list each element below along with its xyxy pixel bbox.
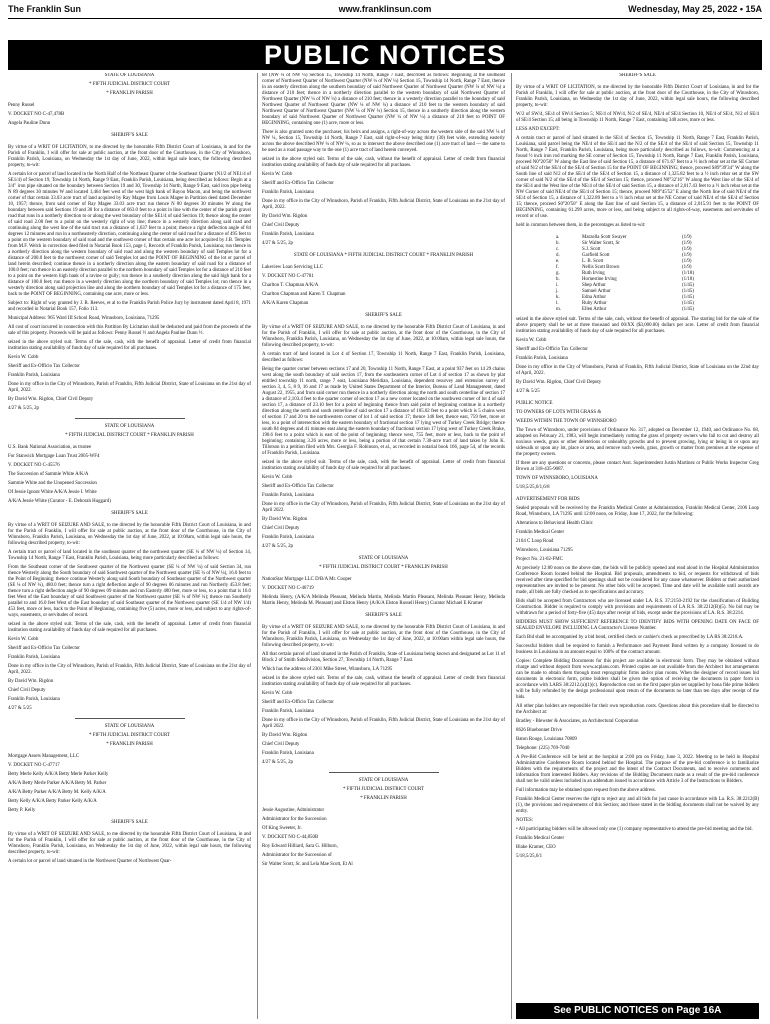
public-notices-banner: PUBLIC NOTICES [8,40,762,70]
notice-text: seized in the above styled suit. Terms of the sale, cash, without the benefit of appraisal. Letter of credit from financial institution stating availability of funds day of sale required for all purchases. [262,157,505,168]
notice-text: Of King Sweeter, Jr. [262,826,302,831]
column-divider [511,73,512,1019]
notice-text: seized in the above styled suit. Terms of the sale, cash, without the benefit of appraisal. Letter of credit from financial institution stating availability of funds day of sale required for all purchases. [262,676,505,687]
column-3-top [516,73,759,229]
notice-text: A certain lot or parcel of land located in the North Half of the Northeast Quarter of the Southeast Quarter (N1/2 of NE1/4 of SE1/4) of Section 19, Township 14 North, Range 9 East, Franklin Parish, Louisiana, being described as follows: Begin at a 3/4" iron pipe situated on the boundary between Section 19 and 30, Township 14 North, Range 9 East, said iron pipe being N 89 degrees 30 minutes W and located 1,464 feet west of the west high bank of Bayou Macon, and being the northwest corner of that certain 33.03 acre tract of land acquired by Ray Magee from Louis Magee in Partition deed dated December 10, 1957; thence, from said corner of Ray Magee 33.03 acre tract run thence N 00 degrees 30 minutes W along the boundary between said Sections 19 and 30 for a distance of 663.0 feet to a point in line with the center of the parish gravel road that runs in a northerly direction to or along the west boundary of the SE1/4 of said Section 19; thence along the center of said road 2.00 feet to a point on the westerly right of way line; thence in a westerly direction along said road and continuing along the west line of the said tract run a distance of 1,637 feet to a point; thence a right deflection angle of 84 degrees 12 minutes and run in a northeasterly direction, continuing along the center of said road for a distance of 495 feet to a point on the western boundary of said road and the southwest corner of that certain one acre lot acquired by J.B. Temples from M.F. Welch in correction deed filed in Notarial Book 153, page 1, Records of Franklin Parish, Louisiana; run thence in a northerly direction along the western boundary of said road and along the western boundary of said Temples lot for a distance of 200.0 feet to the northwest corner of said Temples lot and the POINT OF BEGINNING of the lot or parcel of land herein described; continue thence in a northerly direction along the eastern boundary of said road for a distance of 100.0 feet; run thence in an easterly direction parallel to the northern boundary of said Temples lot for a distance of 210 feet to a point on the western high bank of a ravine or gully; run thence in a southerly direction along the said high bank for a distance of 100.0 feet; run thence in a westerly direction along the northern boundary of said Temples lot; run thence in a westerly direction along said projection line and along the northern boundary of said Temples lot for a distance of 175 feet, back to the POINT OF BEGINNING, containing one acre, more or less. [8,172,251,297]
notice-block [262,253,505,259]
notice-text: Bids shall be accepted from Contractors who are licensed under LA. R.S. 37:2150-2192 for the classification of Building Construction. Bidder is required to comply with provisions and requirements of LA R.S. 38:2212(B)(5). No bid may be withdrawn for a period of forty-five (45) days after receipt of bids, except under the provisions of LA. R.S. 38:2214. [516,599,759,616]
heir-name: S.J. Scott [582,247,601,252]
notice-block [8,103,251,127]
notice-text: Mortgage Assets Management, LLC [8,754,80,759]
notice-text: Done in my office in the City of Winnsboro, Parish of Franklin, Fifth Judicial District, State of Louisiana on the 22nd day of April, 2022. [516,365,759,376]
notice-text: By David Wm. Rigdon [262,214,308,219]
notice-block [8,754,251,814]
notice-block [8,424,251,439]
notice-text: Kevin W. Cobb [262,691,293,696]
notice-text: * FRANKLIN PARISH [106,91,153,96]
notice-text: TOWN OF WINNSBORO, LOUISIANA [516,476,598,481]
notice-text: Done in my office in the City of Winnsboro, Parish of Franklin, Fifth Judicial District, State of Louisiana on the 21st day of April, 2022. [262,199,505,210]
notice-text: A certain tract or parcel of land located in the southeast quarter of the northwest quarter (SE ¼ of NW ¼) of Section 14, Township 14 North, Range 7 East, Franklin Parish, Louisiana, being more particularly described as follows: [8,550,251,561]
heir-name: Shep Arthur [582,283,606,288]
notice-text: V. DOCKET NO C-47781 [262,274,314,279]
notice-text: All that certain parcel of land situated in the Parish of Franklin, State of Louisiana being known and designated as Lot 11 of Block 2 of Smith Subdivision, Section 27, Township 14 North, Range 7 East. [262,652,505,663]
heir-share: (1/9) [682,247,692,252]
notice-text: * FIFTH JUDICIAL DISTRICT COURT [89,733,170,738]
notice-text: Alterations to Behavioral Health Clinic [516,521,593,526]
notice-text: Kevin W. Cobb [516,338,547,343]
notice-text: Subject to: Right of way granted by J. R. Reeves, et al to the Franklin Parish Police Jury by instrument dated April 8, 1971 and recorded in Notarial Book 157, Folio 113. [8,301,251,312]
heir-name: Sir Walter Scott, Sr [582,241,620,246]
notice-text: 4/27 & 5/25, 2p [262,544,293,549]
notice-text: Sheriff and Ex-Officio Tax Collector [8,646,80,651]
newspaper-name: The Franklin Sun [8,4,82,14]
notice-text: SHERIFF'S SALE [111,511,148,516]
notice-text: There is also granted unto the purchaser, his heirs and assigns, a right-of-way across the western side of the said NW ¼ of NW ¼, Section 15, Township 14 North, Range 7 East, said right-of-way being thirty (30) feet wide, extending easterly across the above described NW ¼ of NW ¼, so as to intersect the above described one (1) acre tract of land — the same to be used as a road passage way to the one (1) acre tract of land herein conveyed. [262,130,505,153]
heir-share: (1/9) [682,241,692,246]
notice-text: Sealed proposals will be received by the Franklin Medical Center at Administration, Franklin Medical Center, 2106 Loop Road, Winnsboro, LA 71295 until 12:00 noon, on Friday, June 17, 2022, for the following: [516,506,759,517]
notice-text: Franklin Parish, Louisiana [8,655,60,660]
heir-share: (1/45) [682,295,694,300]
notice-text: held in common between them, in the percentages as listed to-wit: [516,223,646,228]
column-1 [8,73,251,1019]
notice-text: By David Wm. Rigdon [8,679,54,684]
notice-text: Telephone: (225) 769-7040 [516,746,570,751]
notice-text: W/2 of SW/4, SE/4 of SW/4 Section 5; NE/4 of NW/4, N/2 of SE/4, NE/4 of SE/4 Section 10, NE/4 of SE/4, N/2 of SE/4 of SE/4 Section 15; all being in Township 11 North, Range 7 East, containing 340 acres, more or less. [516,112,759,123]
notice-text: Chief Civil Deputy [262,526,300,531]
heir-letter: j. [556,289,559,294]
notice-text: Sheriff and Ex-Officio Tax Collector [262,181,334,186]
notice-text: STATE OF LOUISIANA * FIFTH JUDICIAL DISTRICT COURT * FRANKLIN PARISH [293,253,474,258]
notice-text: Being the quarter corner between sections 17 and 20, Township 11 North, Range 7 East, at a point 937 feet on 14 29 chains west along the south boundary of said section 17, from the southeastern corner of Lot 4 of section 17 as shown by plat entitled township 11 north, range 7 east, Louisiana Meridian, Louisiana, dependent resurvey and extension survey of section 3, 4, 5, 8 9, 16 and 17 as made by United States Department of the Interior, Bureau of Land Management, dated August 22, 1955, and from said corner run thence in a northerly direction along the north and south centerline of section 17 a distance of 2,103.4 feet to the quarter corner of section 17 as a new corner located on the southwest corner of lot 4 of said section 17, a distance of 23.10 feet for a point of beginning thence from said point of beginning continue in a northerly direction along the north and south centerline of said section 17 a distance of 105.02 feet to a point which is 5 chains west of section 17 and 20 to the northwestern corner of lot 1 of said section 17; thence 146 feet, thence east, 759 feet, more or less, to a point of intersection with the eastern boundary of fractional section 17 lying west of Turkey Creek Bridge; thence south 84 degrees and 41 minutes east along the eastern boundary of fractional section 17 lying west of Turkey Creek Brake, 190.6 feet to a point which is east of the point of beginning; thence west, 755 feet, more or less, back to the point of beginning; containing 3.26 acres, more or less, being a portion of that certain 7.30-acre tract of land taken by John K. Tillotson in a petition filed with Mrs. Georgia F. Robinson, et al., as recorded in notarial book 166, page 54, of the records of Franklin Parish, Louisiana. [262,367,505,456]
notice-divider [75,718,185,719]
heir-share: (1/9) [682,265,692,270]
heir-name: Marzella Scott Swayer [582,235,627,240]
notice-text: SHERIFF'S SALE [365,613,402,618]
notice-text: * FRANKLIN PARISH [106,742,153,747]
notice-text: Betty Kelly A/K/A Betty Parker Kelly A/K/A [8,799,97,804]
notice-text: BIDDERS MUST SHOW SUFFICIENT REFERENCE TO IDENTIFY BIDS WITH OPENING DATE ON FACE OF SEALED ENVELOPE INCLUDING LA Contractor's License Number. [516,620,759,631]
notice-block [262,313,505,319]
notice-text: Administrator for the Succession of [262,853,332,858]
notice-block [262,808,505,868]
notice-divider [329,772,439,773]
heir-name: Garfield Scott [582,253,610,258]
notice-text: If there are any questions or concerns, please contact Asst. Superintendent Justin Martinez or Public Works Inspector Greg Brown at 318-435-9087. [516,461,759,472]
notice-text: STATE OF LOUISIANA [104,424,155,429]
notice-text: Project No. 21-02-FMC [516,557,563,562]
notice-text: ADVERTISEMENT FOR BIDS [516,497,580,502]
notice-text: 5/18,5/25,6/1,6/8 [516,485,550,490]
notice-text: Franklin Parish, Louisiana [262,190,314,195]
notice-text: Administrator for the Succession [262,817,327,822]
notice-text: Roy Edward Hilliard, Sara G. Hilburn, [262,844,338,849]
notice-text: Kevin W. Cobb [262,475,293,480]
notice-text: The Town of Winnsboro, under provisions of Ordinance No. 317, adopted on December 12, 1940, and Ordinance No. 68, adopted on February 21, 1983, will begin immediately cutting the grass of property owners who fail to cut and destroy all noxious weeds, grass or other deleterious or unhealthy growths and to prevent growing, lying or being in or upon any sidewalk or upon any lot, place or area, and remove such weeds, grass, growth or matter from premises at the expense of the property owners. [516,428,759,457]
notice-block [8,73,251,97]
notice-text: Franklin Parish, Louisiana [262,535,314,540]
heir-share: (1/45) [682,301,694,306]
notice-block [516,317,759,395]
notice-text: A certain tract or parcel of land situated in the SE/4 of Section 15, Township 11 North, Range 7 East, Franklin Parish, Louisiana, said parcel being the NE/4 of the SE/4 and the N/2 of the SE/4 of the SE/4 of said Section 15, Township 11 North, Range 7 East, Franklin Parish, Louisiana, being more particularly described as follows, to-wit: Commencing at a found ½ inch iron rod marking the SE corner of Section 15, Township 11 North, Range 7 East, Franklin Parish, Louisiana, proceed N0°20'50" W along the East line of said Section 15, a distance of 671.67 feet to a ½ inch rebar set at the SE Corner of said N/2 of the SE/4 of the SE/4 of Section 15 for the POINT OF BEGINNING; thence, proceed S89°39'34" W along the South line of said N/2 of the SE/4 of the SE/4 of Section 15, a distance of 1,325.82 feet to a ½ inch rebar set at the SW corner of said N/2 of the SE/4 of the SE/4 of Section 15; thence, proceed N0°32'16" W along the West line of the SE/4 of the SE/4 and the West line of the NE/4 of the SE/4 of said Section 15, a distance of 2,017.43 feet to a ½ inch rebar set at the NW Corner of said NE/4 of the SE/4 of Section 15; thence, proceed N89°45'52" E along the North line of said NE/4 of the SE/4 of Section 15, a distance of 1,322.89 feet to a ½ inch rebar set at the NE Corner of said NE/4 of the SE/4 of Section 15; thence, proceed S0°20'50" E along the East line of said Section 15, a distance of 2,015.91 feet to the POINT OF BEGINNING, containing 61.299 acres, more or less, and being subject to all rights-of-way, easements and servitudes of record or of use. [516,136,759,219]
notice-text: V. DOCKET NO C-47717 [8,763,60,768]
notice-text: seized in the above styled suit. Terms of the sale, cash, with the benefit of appraisal. Letter of credit from financial institution stating availability of funds day of sale required for all purchases. [262,460,505,471]
notice-block [8,145,251,412]
notice-text: Chief Civil Deputy [262,223,300,228]
column-3-bottom [516,317,759,860]
page-header [0,0,770,34]
heir-name: Edna Arthur [582,295,607,300]
heir-letter: b. [556,241,560,246]
notice-divider [75,418,185,419]
heir-share: (1/45) [682,307,694,312]
heir-letter: f. [556,265,559,270]
date-page-number: Wednesday, May 25, 2022 • 15A [628,4,762,14]
notice-text: For Stanwich Mortgage Loan Trust 2005-WF4 [8,454,100,459]
notice-text: Winnsboro, Louisiana 71295 [516,548,573,553]
notice-text: Done in my office in the City of Winnsboro, Parish of Franklin, Fifth Judicial District, State of Louisiana on the 21st day of April, 2022. [8,382,251,393]
notice-text: Franklin Medical Center reserves the right to reject any and all bids for just cause in accordance with La. R.S. 38:2212(B)(1), the provisions and requirements of this Section; and those stated in the bidding documents shall not be waived by any entity. [516,797,759,814]
notice-text: Franklin Parish, Louisiana [262,493,314,498]
notice-text: STATE OF LOUISIANA [104,724,155,729]
notice-text: STATE OF LOUISIANA [358,778,409,783]
notice-text: SHERIFF'S SALE [111,820,148,825]
notice-text: All other plan holders are responsible for their own reproduction costs. Questions about this procedure shall be directed to the Architect at: [516,704,759,715]
notice-text: 4/27 & 5/25 [8,706,32,711]
notice-text: STATE OF LOUISIANA [358,556,409,561]
notice-text: A/K/A Karen Chapman [262,301,309,306]
notice-text: By virtue of a WRIT OF LICITATION, to me directed by the honorable Fifth District Court of Louisiana, in and for the Parish of Franklin, I will offer for sale at public auction, at the front door of the Courthouse, in the City of Winnsboro, Franklin Parish, Louisiana, on Wednesday the 1st day of June, 2022, within legal sale hours, the following described property, to-wit: [516,85,759,108]
notice-text: SHERIFF'S SALE [619,73,656,78]
notice-block [516,401,759,491]
notice-block [262,778,505,802]
notice-block [262,325,505,550]
notice-block [516,85,759,229]
notice-text: PUBLIC NOTICE [516,401,553,406]
notice-text: NOTES: [516,818,534,823]
heir-share: (1/18) [682,277,694,282]
notice-text: 4/27 & 5/25, 2p [8,406,39,411]
notice-text: A/K/A Betty Parker A/K/A Betty M. Kelly A/K/A [8,790,106,795]
notice-text: Angela Pauline Dunn [8,121,51,126]
heir-name: Samuel Arthur [582,289,611,294]
notice-text: Sammie White and the Unopened Succession [8,481,97,486]
notice-text: Blake Kramer, CEO [516,845,556,850]
notice-text: A certain lot or parcel of land situated in the Northwest Quarter of Northwest Quar- [8,859,172,864]
notice-text: Chief Civil Deputy [8,688,46,693]
notice-text: Done in my office in the City of Winnsboro, Parish of Franklin, Fifth Judicial District, State of Louisiana on the 21st day of April, 2022. [8,664,251,675]
notice-block [8,511,251,517]
notice-text: Baton Rouge, Louisiana 70809 [516,737,577,742]
notice-text: All cost of court incurred in connection with this Partition By Licitation shall be deducted and paid from the proceeds of the sale of this property. Proceeds will be paid as follows: Penny Russel ½ and Angela Pauline Dunn ½. [8,325,251,336]
notice-text: Franklin Parish, Louisiana [262,232,314,237]
notice-text: Betty P. Kelly [8,808,36,813]
notice-text: By David Wm. Rigdon, Chief Civil Deputy [516,380,602,385]
notice-text: Sheriff and Ex-Officio Tax Collector [8,364,80,369]
notice-text: SHERIFF'S SALE [111,133,148,138]
notice-text: seized in the above styled suit. Terms of the sale, cash, without the benefit of appraisal. The starting bid for the sale of the above property shall be set at three thousand and 00/XX ($3,000.00) dollars per acre. Letter of credit from financial institution stating availability of funds day of sale required for all purchases. [516,317,759,334]
heir-name: Ellen Arthur [582,307,607,312]
heir-share: (1/18) [682,271,694,276]
notice-text: NationStar Mortgage LLC D/B/A Mr. Cooper [262,577,352,582]
heir-share: (1/9) [682,235,692,240]
notice-text: Of Jessie Ignont White A/K/A Jessie I. White [8,490,97,495]
notice-block [516,73,759,79]
notice-block [262,556,505,571]
column-2 [262,73,505,1019]
notice-text: Sheriff and Ex-Officio Tax Collector [262,484,334,489]
notice-text: Betty Merle Kelly A/K/A Betty Merle Parker Kelly [8,772,109,777]
notice-block [8,445,251,505]
heir-share: (1/9) [682,253,692,258]
notice-text: * FIFTH JUDICIAL DISTRICT COURT * FRANKLIN PARISH [65,433,194,438]
notice-text: Franklin Medical Center [516,530,565,535]
notice-text: Lakeview Loan Servicing LLC [262,265,323,270]
heir-letter: c. [556,247,560,252]
heir-name: Ruby Arthur [582,301,607,306]
heir-row [556,307,759,313]
notice-text: Franklin Parish, Louisiana [262,751,314,756]
notice-block [8,724,251,748]
notice-text: * FIFTH JUDICIAL DISTRICT COURT [89,82,170,87]
notice-text: SHERIFF'S SALE [365,313,402,318]
notice-text: Sir Walter Scott, Sr. and Lela Mae Scott, Et Al [262,862,353,867]
notice-block [8,832,251,865]
heir-letter: i. [556,283,559,288]
notice-text: Full information may be obtained upon request from the above address. [516,788,657,793]
heir-share: (1/45) [682,289,694,294]
notice-block [262,265,505,307]
notice-block [262,577,505,607]
notice-block [262,73,505,247]
notice-block [8,133,251,139]
notice-block [8,523,251,712]
notice-text: By virtue of a WRIT OF SEIZURE AND SALE, to me directed by the honorable Fifth District Court of Louisiana, in and for the Parish of Franklin, I will offer for sale at public auction, at the front door of the Courthouse, in the City of Winnsboro, Franklin Parish, Louisiana, on Wednesday the 1st day of June, 2022, at 10:00am, within legal sale hours, the following described property, to-wit: [8,523,251,546]
notice-text: Melinda Henry, (A/K/A Melinda Pleasant, Melinda Martin, Melinda Martin Pleasant, Melinda Pleasant Henry, Melinda Martin Henry, Melinda M. Pleasant) and Elston Henry (A/K/A Elston Russell Henry) Curator Michael E Kramer [262,595,505,606]
notice-text: By David Wm. Rigdon [262,733,308,738]
notice-text: V. DOCKET NO C-47,478B [8,112,65,117]
heir-name: L. B. Scott [582,259,604,264]
notice-text: By virtue of a WRIT OF SEIZURE AND SALE, to me directed by the honorable Fifth District Court of Louisiana, in and for the Parish of Franklin, I will offer for sale at public auction, at the front door of the Courthouse, in the City of Winnsboro, Franklin Parish, Louisiana, on Wednesday the 1st day of June, 2022, at 10:00am, within legal sale hours, the following described property, to-wit: [262,325,505,348]
notice-text: Franklin Medical Center [516,836,565,841]
notice-text: TO OWNERS OF LOTS WITH GRASS & [516,410,602,415]
heir-letter: d. [556,253,560,258]
continued-notice-box[interactable]: See PUBLIC NOTICES on Page 16A [516,1003,759,1019]
notice-text: Bradley - Blewster & Associates, an Architectural Corporation [516,719,639,724]
heirs-table [556,235,759,313]
notice-text: A/K/A Jessie White (Curator - E. Deborah Huggard) [8,499,111,504]
heir-name: Ruth Irving [582,271,605,276]
notice-text: Charlton Chapman and Karen T. Chapman [262,292,346,297]
heir-letter: a. [556,235,560,240]
notice-text: The Succession of Sammie White A/K/A [8,472,89,477]
notice-text: By David Wm. Rigdon, Chief Civil Deputy [8,397,94,402]
notice-text: Sheriff and Ex-Officio Tax Collector [262,700,334,705]
notice-text: Charlton T. Chapman A/K/A [262,283,319,288]
notice-text: 8626 Bluebonnet Drive [516,728,562,733]
heir-name: Hornestine Irving [582,277,617,282]
notice-text: * FIFTH JUDICIAL DISTRICT COURT * FRANKLIN PARISH [319,565,448,570]
notice-text: A certain tract of land located in Lot 4 of Section 17, Township 11 North, Range 7 East, Franklin Parish, Louisiana, described as follows: [262,352,505,363]
notice-text: • All participating bidders will be allowed only one (1) company representative to attend the pre-bid meeting and the bid. [516,827,753,832]
notice-text: Municipal Address: 965 Ward III School Road, Winnsboro, Louisiana, 71295 [8,316,160,321]
notice-text: LESS AND EXCEPT: [516,127,560,132]
header-rule [8,18,762,19]
notice-text: Sheriff and Ex-Officio Tax Collector [516,347,588,352]
notice-text: * FRANKLIN PARISH [360,796,407,801]
notice-text: 4/27 & 5/25, 2p [262,241,293,246]
notice-text: Each Bid shall be accompanied by a bid bond, certified check or cashier's check as prescribed by LA RS 38:2218.A. [516,635,744,640]
notice-text: By virtue of a WRIT OF SEIZURE AND SALE, to me directed by the honorable Fifth District Court of Louisiana, in and for the Parish of Franklin, I will offer for sale at public auction, at the front door of the Courthouse, in the City of Winnsboro, Franklin Parish, Louisiana, on Wednesday the 1st day of June, 2022, at 10:00am within legal sale hours, the following described property, to-wit: [262,625,505,648]
notice-block [262,625,505,766]
notice-text: 2104 C Loop Road [516,539,554,544]
notice-text: From the Southeast corner of the Southwest quarter of the Northwest quarter (SE ¼ of NW ¼) of said Section 34, run thence Westerly along the South boundary of said Southwest quarter of the Northwest quarter (SE ¼ of NW ¼), 16.0 feet to the Point of Beginning; thence continue Westerly along said South boundary of Southeast quarter of the Northwest quarter (SE ¼ of NW ¼), 480.0 feet; thence turn a right deflection angle of 90 degrees 06 minutes and run Northerly 453.8 feet; thence turn a right deflection angle of 90 degrees 09 minutes and run Easterly 480 feet, more or less, to a point that is 16.0 feet West of the East boundary of said Southwest quarter of the Northwest quarter (SE ¼ of NW ¼); thence run Southerly parallel to and 16.0 feet West of the East boundary of said Southeast quarter of the Northwest quarter (SE 1/4 of NW 1/4) 453 feet, more or less, back to the Point of Beginning, containing five (5) acres, more or less, and subject to any rights-of-ways, easements, or servitudes of record. [8,565,251,618]
notice-text: By virtue of a WRIT OF LICITATION, to me directed by the honorable Fifth District Court of Louisiana, in and for the Parish of Franklin, I will offer for sale at public auction, at the front door of the Courthouse, in the City of Winnsboro, Franklin Parish, Louisiana, on Wednesday the 1st day of June, 2022, within legal sale hours, the following described property, to-wit: [8,145,251,168]
website-url[interactable]: www.franklinsun.com [338,4,432,14]
notice-text: Kevin W. Cobb [8,355,39,360]
notice-text: Kevin W. Cobb [262,172,293,177]
notice-text: Done in my office in the City of Winnsboro, Parish of Franklin, Fifth Judicial District, State of Louisiana on the 21st day of April 2022. [262,718,505,729]
heir-letter: h. [556,277,560,282]
notice-text: Which has the address of 2301 Mike Street, Winnsboro, LA 71295 [262,667,393,672]
heir-letter: g. [556,271,560,276]
notice-block [262,613,505,619]
notice-text: V. DOCKET NO C-46719 [262,586,314,591]
notice-text: Jessie Augustine, Administrator [262,808,325,813]
notice-text: 4/27 & 5/25, 2p [262,760,293,765]
column-divider [257,73,258,1019]
notice-text: Done in my office in the City of Winnsboro, Parish of Franklin, Fifth Judicial District, State of Louisiana on the 21st day of April 2022. [262,502,505,513]
notice-block [8,820,251,826]
notice-text: At precisely 12:00 noon on the above date, the bids will be publicly opened and read aloud in the Hospital Administration Conference Room located behind the Hospital. Bid proposals, amendments to bid, or requests for withdrawal of bids received after time specified for bid openings shall not be considered for any cause whatsoever. Bidders or their authorized representatives are invited to be present. No other bids will be accepted. Time and date will be available until awards are made, all bids are fully checked as to specifications and accuracy. [516,566,759,595]
notice-text: ter (NW ¼ of NW ¼) Section 15, Township 14 North, Range 7 East, described as follows: Beginning at the southeast corner of Northwest Quarter of Northwest Quarter (NW ¼ of NW ¼) Section 15, Township 14 North, Range 7 East, thence in an easterly direction along the southern boundary of said Northwest Quarter of Northwest Quarter (NW ¼ of NW ¼) a distance of 210 feet; thence in a northerly direction parallel to the western boundary of said Northwest Quarter of Northwest Quarter (NW ¼ of NW ¼) a distance of 210 feet; thence in a westerly direction parallel to the boundary of said Northwest Quarter of Northwest Quarter (NW ¼ of NW ¼) a distance of 210 feet to the western boundary of said Northwest Quarter of Northwest Quarter (NW ¼ of NW ¼) Section 15, thence in a southerly direction along the western boundary of said Northwest Quarter of Northwest Quarter (NW ¼ of NW ¼) a distance of 210 feet to POINT OF BEGINNING, containing one (1) acre, more or less. [262,73,505,126]
heir-letter: m. [556,307,562,312]
notice-text: V. DOCKET NO C-44,850B [262,835,319,840]
notice-text: Successful bidders shall be required to furnish a Performance and Payment Bond written by a company licensed to do business in Louisiana in an amount equal to 100% of the contract amount. [516,644,759,655]
notice-text: By virtue of a WRIT OF SEIZURE AND SALE, to me directed by the honorable Fifth District Court of Louisiana, in and for the Parish of Franklin, I will offer for sale at public auction, at the front door of the Courthouse, in the City of Winnsboro, Franklin Parish, Louisiana, on Wednesday the 1st day of June, 2022, within legal sale hours, the following described property, to-wit: [8,832,251,855]
notice-text: Franklin Parish, Louisiana [8,697,60,702]
notice-text: A Pre-Bid Conference will be held at the hospital at 2:00 pm on Friday, June 3, 2022. Meeting to be held in Hospital Administrative Conference Room located behind the Hospital. The purpose of the pre-bid conference is to familiarize Bidders with the requirements of the project and the intent of the Contract Documents, and to receive comments and information from interested Bidders. Any revisions of the Bidding Documents made as a result of the pre-bid conference shall not be valid unless included in an addendum issued in accordance with Article 3 of the Instructions to Bidders. [516,755,759,784]
column-3 [516,73,759,1019]
notice-text: WEEDS WITHIN THE TOWN OF WINNSBORO [516,419,617,424]
heir-share: (1/9) [682,259,692,264]
notices-columns [8,73,762,1019]
notice-text: A/K/A Betty Merle Parker A/K/A Betty M. Parker [8,781,107,786]
notice-text: V. DOCKET NO C-45576 [8,463,60,468]
notice-text: Chief Civil Deputy [262,742,300,747]
notice-text: Copies: Complete Bidding Documents for this project are available in electronic form. They may be obtained without charge and without deposit from www.acplans.com. Printed copies are not available from the Architect but arrangements can be made to obtain them through most reprographic firms and/or plan rooms. When the designer of record issues bid documents in electronic form, prime bidders shall be given the option of receiving the documents in paper form in accordance with LARS 38:2212.(a)(1)(c). Reproduction cost on the first paper plan set supplied by bona fide prime bidders will be fully refunded by the design professional upon return of the documents no later than ten days after receipt of the bids. [516,659,759,700]
notice-text: seized in the above styled suit. Terms of the sale, cash, with the benefit of appraisal. Letter of credit from financial institution stating availability of funds day of sale required for all purchases. [8,340,251,351]
heir-share: (1/45) [682,283,694,288]
notice-text: * FIFTH JUDICIAL DISTRICT COURT [343,787,424,792]
heir-letter: l. [556,301,559,306]
notice-text: Franklin Parish, Louisiana [8,373,60,378]
notice-text: 5/18,5/25,6/1 [516,854,543,859]
notice-text: seized in the above styled suit. Terms of the sale, cash, with the benefit of appraisal. Letter of credit from financial institution stating availability of funds day of sale required for all purchases. [8,622,251,633]
heir-name: Nellis Scott Brown [582,265,620,270]
heir-letter: k. [556,295,560,300]
notice-text: Kevin W. Cobb [8,637,39,642]
notice-text: U.S. Bank National Association, as trustee [8,445,92,450]
heir-letter: e. [556,259,560,264]
notice-text: Franklin Parish, Louisiana [516,356,568,361]
notice-text: Penny Russel [8,103,35,108]
notice-text: 4/27 & 5/25 [516,389,540,394]
notice-text: STATE OF LOUISIANA [104,73,155,78]
notice-text: Franklin Parish, Louisiana [262,709,314,714]
notice-text: By David Wm. Rigdon [262,517,308,522]
notice-block [516,497,759,860]
